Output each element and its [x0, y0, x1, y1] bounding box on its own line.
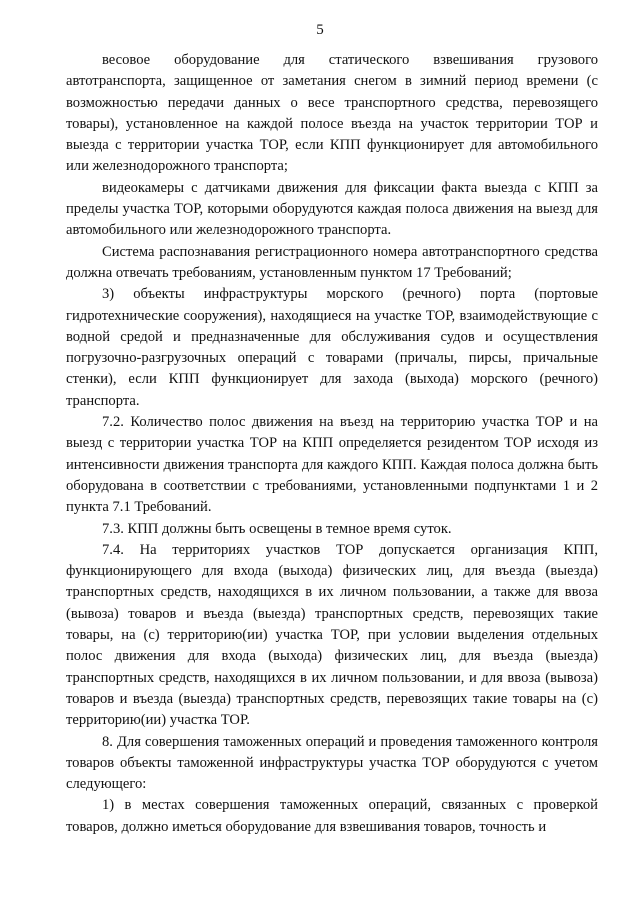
paragraph-weighing-equipment: весовое оборудование для статического взвешивания грузового автотранспорта, защищенное от заметания снегом в зимний период времени (с возможностью передачи данных о весе транспортного средства, перевозящего товары), установленное на каждой полосе въезда на участок территории ТОР и выезда с территории участка ТОР, если КПП функционирует для автомобильного или железнодорожного транспорта; [66, 52, 598, 175]
paragraph-7-4: 7.4. На территориях участков ТОР допускается организация КПП, функционирующего для входа (выхода) физических лиц, для въезда (выезда) транспортных средств, находящихся в их личном пользовании, а также для ввоза (вывоза) товаров и въезда (выезда) транспортных средств, перевозящих такие товары, на (с) территорию(ии) участка ТОР, при условии выделения отдельных полос движения для входа (выхода) физических лиц, для въезда (выезда) транспортных средств, находящихся в их личном пользовании, и для ввоза (вывоза) товаров и въезда (выезда) транспортных средств, перевозящих такие товары на (с) территорию(ии) участка ТОР. [66, 541, 598, 729]
page-number: 5 [316, 22, 324, 38]
paragraph-video-cameras: видеокамеры с датчиками движения для фиксации факта выезда с КПП за пределы участка ТОР, которыми оборудуются каждая полоса движения на выезд для автомобильного или железнодорожного транспорта. [66, 179, 598, 239]
paragraph-port-infrastructure: 3) объекты инфраструктуры морского (речного) порта (портовые гидротехнические сооружения), находящиеся на участке ТОР, взаимодействующие с водной средой и предназначенные для обслуживания судов и осуществления погрузочно-разгрузочных операций с товарами (причалы, пирсы, причальные стенки), если КПП функционирует для захода (выхода) морского (речного) транспорта. [66, 286, 598, 409]
document-body [66, 50, 598, 838]
paragraph-7-2: 7.2. Количество полос движения на въезд на территорию участка ТОР и на выезд с территории участка ТОР на КПП определяется резидентом ТОР исходя из интенсивности движения транспорта для каждого КПП. Каждая полоса должна быть оборудована в соответствии с требованиями, установленными подпунктами 1 и 2 пункта 7.1 Требований. [66, 414, 598, 516]
paragraph-8-1: 1) в местах совершения таможенных операций, связанных с проверкой товаров, должно иметься оборудование для взвешивания товаров, точность и [66, 797, 598, 835]
paragraph-7-3: 7.3. КПП должны быть освещены в темное время суток. [102, 520, 452, 537]
paragraph-8: 8. Для совершения таможенных операций и проведения таможенного контроля товаров объекты таможенной инфраструктуры участка ТОР оборудуются с учетом следующего: [66, 733, 598, 793]
paragraph-plate-recognition: Система распознавания регистрационного номера автотранспортного средства должна отвечать требованиям, установленным пунктом 17 Требований; [66, 243, 598, 281]
